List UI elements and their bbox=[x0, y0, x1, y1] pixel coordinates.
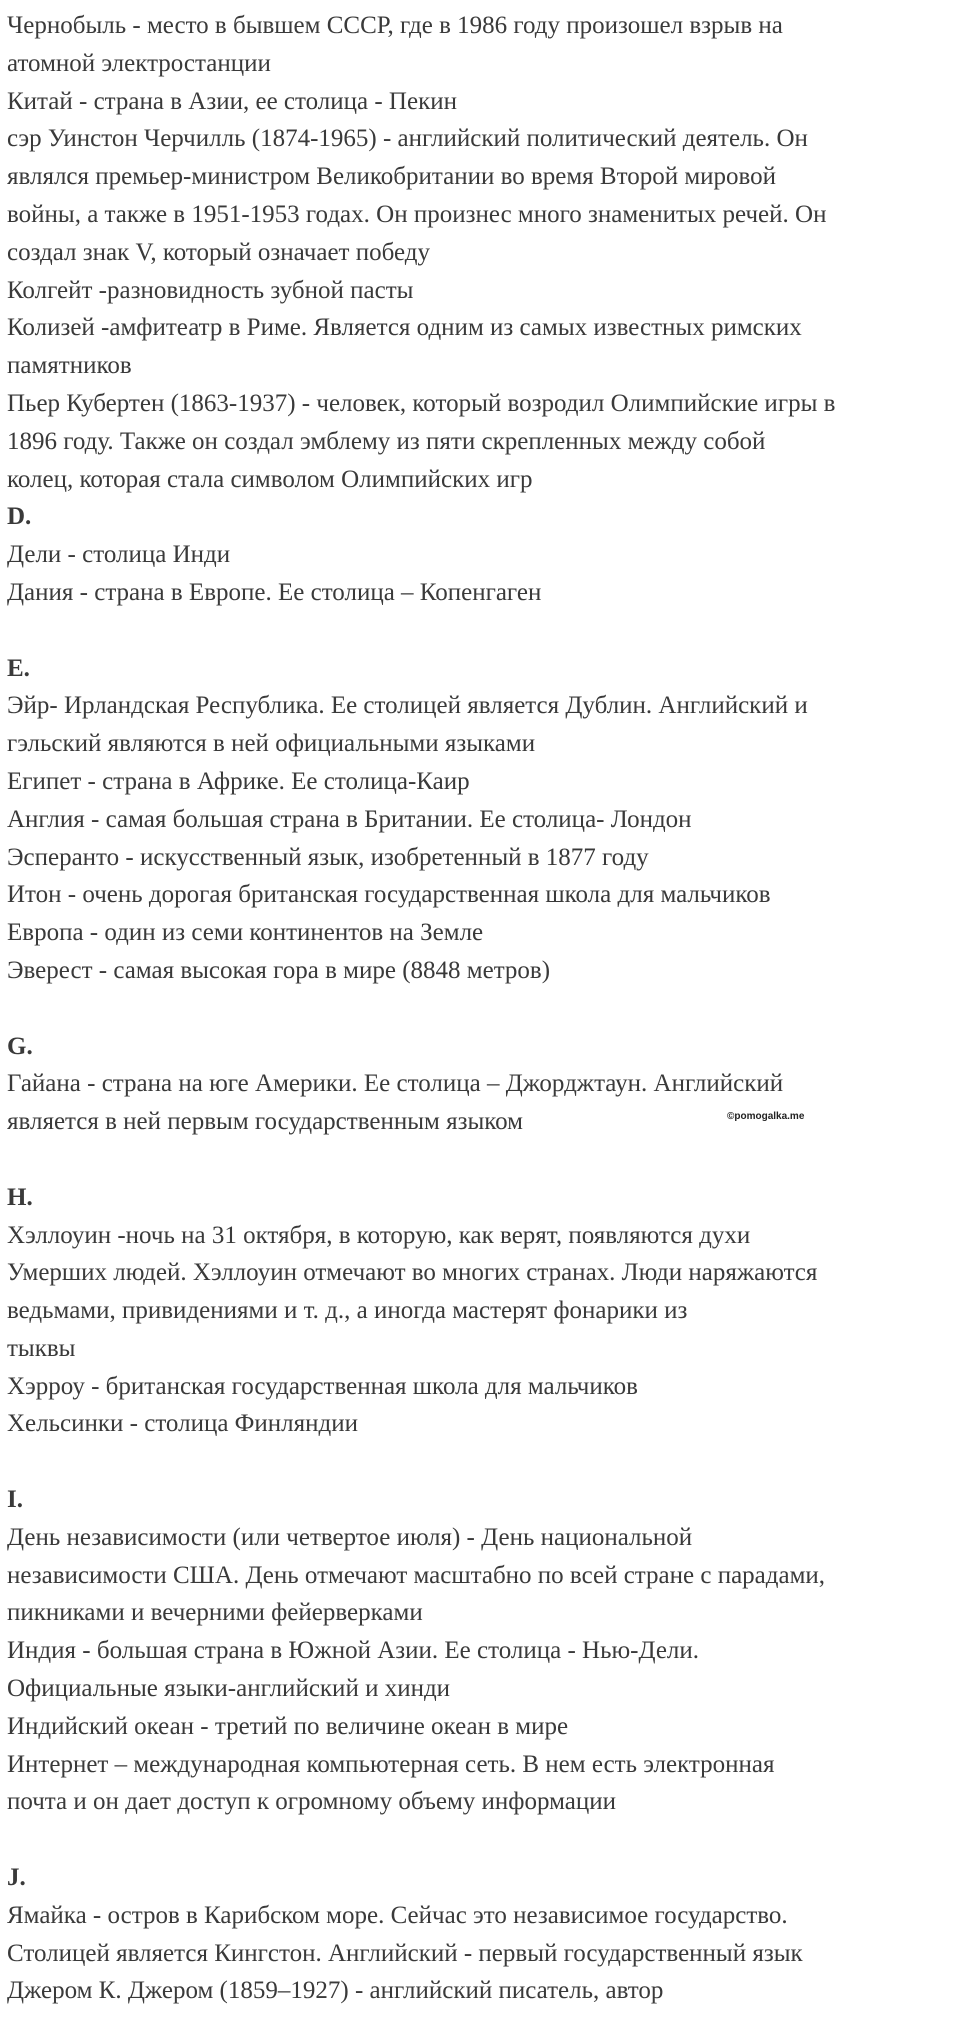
text-line: Умерших людей. Хэллоуин отмечают во многих странах. Люди наряжаются bbox=[7, 1259, 818, 1287]
text-line: Хэллоуин -ночь на 31 октября, в которую, как верят, появляются духи bbox=[7, 1221, 751, 1249]
blank-line bbox=[7, 612, 957, 650]
text-line: пикниками и вечерними фейерверками bbox=[7, 1599, 423, 1627]
text-line: Китай - страна в Азии, ее столица - Пекин bbox=[7, 87, 457, 115]
blank-line bbox=[7, 990, 957, 1028]
section-heading: G. bbox=[7, 1032, 33, 1060]
text-line: Эсперанто - искусственный язык, изобретенный в 1877 году bbox=[7, 843, 649, 871]
text-line: создал знак V, который означает победу bbox=[7, 238, 430, 266]
section-heading: H. bbox=[7, 1183, 33, 1211]
blank-line bbox=[7, 1443, 957, 1481]
text-line: независимости США. День отмечают масштабно по всей стране с парадами, bbox=[7, 1561, 826, 1589]
blank-line bbox=[7, 1141, 957, 1179]
text-line: памятников bbox=[7, 352, 132, 380]
text-line: Египет - страна в Африке. Ее столица-Каир bbox=[7, 767, 470, 795]
text-line: почта и он дает доступ к огромному объему информации bbox=[7, 1788, 617, 1816]
section-h bbox=[7, 1179, 957, 1444]
section-heading: J. bbox=[7, 1864, 26, 1892]
text-line: Англия - самая большая страна в Британии. Ее столица- Лондон bbox=[7, 805, 692, 833]
section-c-continued bbox=[7, 7, 957, 498]
section-g bbox=[7, 1028, 957, 1141]
text-line: колец, которая стала символом Олимпийских игр bbox=[7, 465, 533, 493]
text-line: Джером К. Джером (1859–1927) - английский писатель, автор bbox=[7, 1977, 664, 2005]
text-line: Итон - очень дорогая британская государственная школа для мальчиков bbox=[7, 881, 771, 909]
text-line: гэльский являются в ней официальными языками bbox=[7, 730, 536, 758]
section-heading: D. bbox=[7, 503, 32, 531]
watermark: ©pomogalka.me bbox=[727, 1111, 805, 1122]
text-line: Индия - большая страна в Южной Азии. Ее столица - Нью-Дели. bbox=[7, 1637, 700, 1665]
text-line: Официальные языки-английский и хинди bbox=[7, 1675, 451, 1703]
text-line: Ямайка - остров в Карибском море. Сейчас это независимое государство. bbox=[7, 1901, 788, 1929]
text-line: Индийский океан - третий по величине океан в мире bbox=[7, 1712, 569, 1740]
text-line: Хельсинки - столица Финляндии bbox=[7, 1410, 359, 1438]
text-line: тыквы bbox=[7, 1334, 76, 1362]
text-line: Дели - столица Инди bbox=[7, 541, 231, 569]
text-line: Европа - один из семи континентов на Земле bbox=[7, 919, 484, 947]
text-line: Эйр- Ирландская Республика. Ее столицей является Дублин. Английский и bbox=[7, 692, 808, 720]
text-line: Дания - страна в Европе. Ее столица – Копенгаген bbox=[7, 578, 542, 606]
blank-line bbox=[7, 1821, 957, 1859]
text-line: Эверест - самая высокая гора в мире (8848 метров) bbox=[7, 956, 551, 984]
text-line: являлся премьер-министром Великобритании во время Второй мировой bbox=[7, 163, 777, 191]
text-line: 1896 году. Также он создал эмблему из пяти скрепленных между собой bbox=[7, 427, 766, 455]
text-line: ведьмами, привидениями и т. д., а иногда мастерят фонарики из bbox=[7, 1297, 688, 1325]
text-line: Гайана - страна на юге Америки. Ее столица – Джорджтаун. Английский bbox=[7, 1070, 784, 1098]
text-line: войны, а также в 1951-1953 годах. Он произнес много знаменитых речей. Он bbox=[7, 200, 827, 228]
text-line: Пьер Кубертен (1863-1937) - человек, который возродил Олимпийские игры в bbox=[7, 389, 836, 417]
document-page bbox=[7, 7, 957, 2010]
text-line: Столицей является Кингстон. Английский - первый государственный язык bbox=[7, 1939, 803, 1967]
section-e bbox=[7, 650, 957, 990]
text-line: является в ней первым государственным языком bbox=[7, 1108, 523, 1136]
section-i bbox=[7, 1481, 957, 1821]
text-line: сэр Уинстон Черчилль (1874-1965) - английский политический деятель. Он bbox=[7, 125, 808, 153]
section-heading: E. bbox=[7, 654, 30, 682]
section-heading: I. bbox=[7, 1486, 23, 1514]
section-j bbox=[7, 1859, 957, 2010]
text-line: Чернобыль - место в бывшем СССР, где в 1986 году произошел взрыв на bbox=[7, 12, 783, 39]
text-line: День независимости (или четвертое июля) - День национальной bbox=[7, 1523, 693, 1551]
text-line: атомной электростанции bbox=[7, 49, 271, 77]
section-d bbox=[7, 498, 957, 611]
text-line: Хэрроу - британская государственная школа для мальчиков bbox=[7, 1372, 638, 1400]
text-line: Колгейт -разновидность зубной пасты bbox=[7, 276, 414, 304]
text-line: Колизей -амфитеатр в Риме. Является одним из самых известных римских bbox=[7, 314, 802, 342]
text-line: Интернет – международная компьютерная сеть. В нем есть электронная bbox=[7, 1750, 775, 1778]
